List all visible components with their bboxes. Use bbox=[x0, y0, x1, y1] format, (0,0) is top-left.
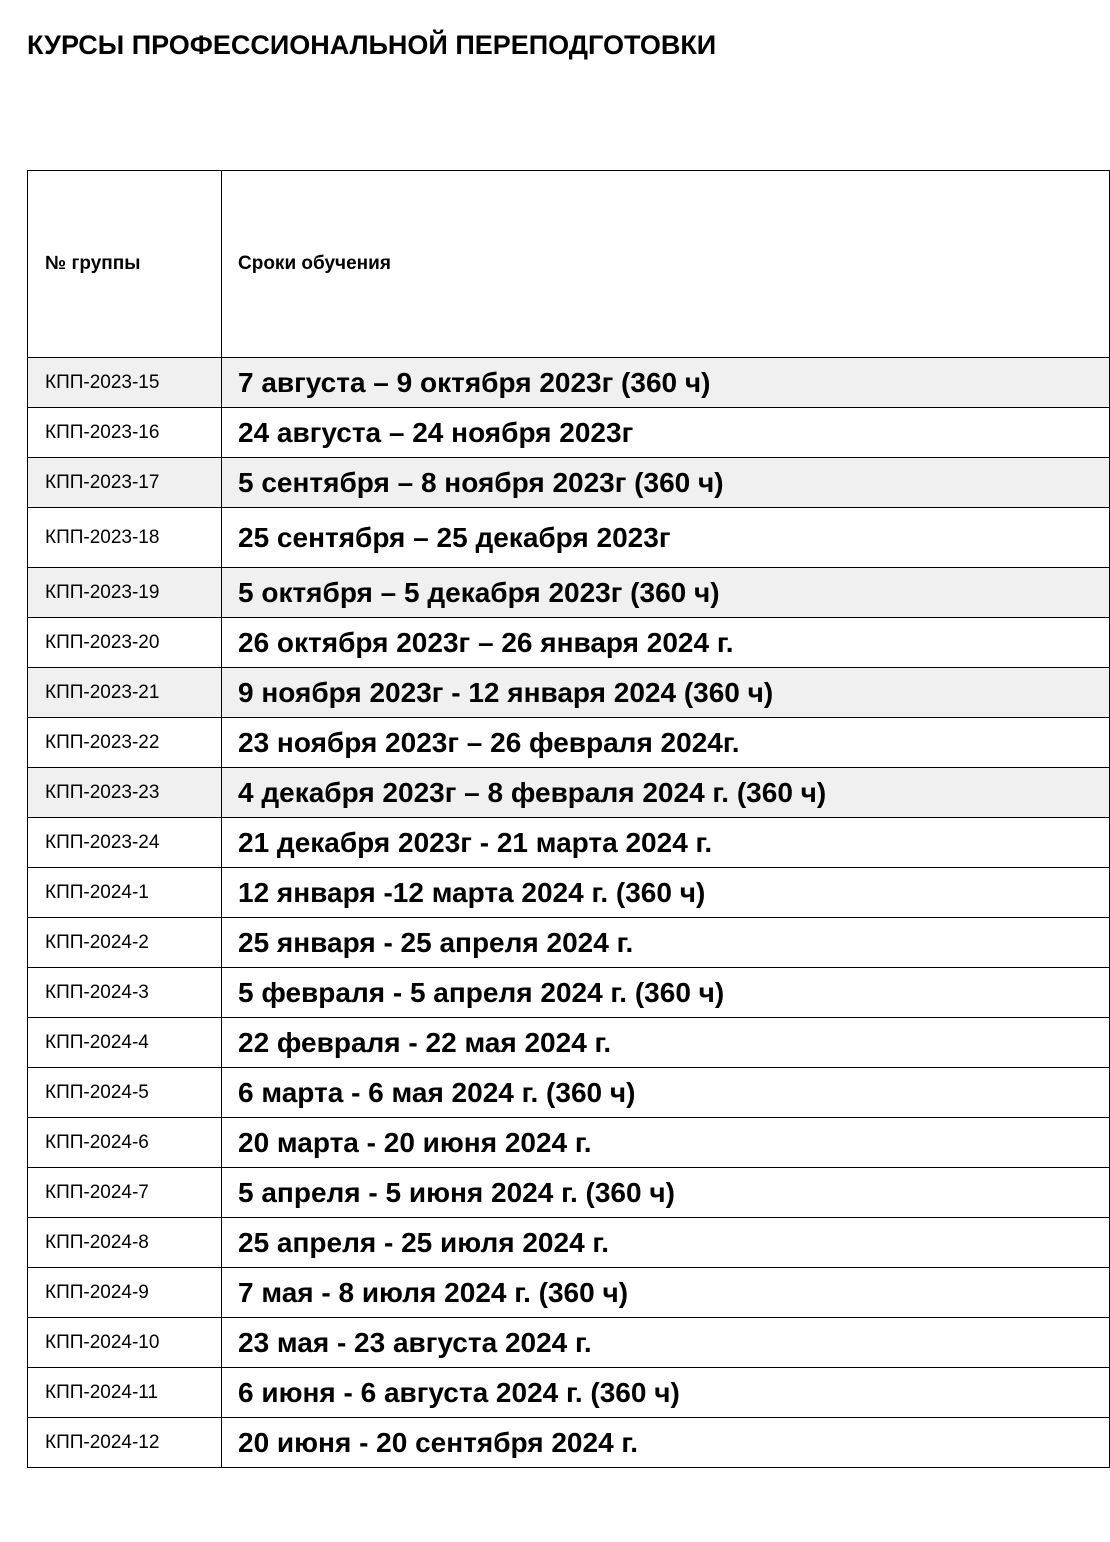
header-study-dates: Сроки обучения bbox=[222, 171, 1110, 358]
study-dates-cell: 9 ноября 2023г - 12 января 2024 (360 ч) bbox=[222, 668, 1110, 718]
group-number-cell: КПП-2023-19 bbox=[28, 568, 222, 618]
study-dates-cell: 7 мая - 8 июля 2024 г. (360 ч) bbox=[222, 1268, 1110, 1318]
study-dates-cell: 26 октября 2023г – 26 января 2024 г. bbox=[222, 618, 1110, 668]
group-number-cell: КПП-2024-9 bbox=[28, 1268, 222, 1318]
group-number-cell: КПП-2023-20 bbox=[28, 618, 222, 668]
study-dates-cell: 24 августа – 24 ноября 2023г bbox=[222, 408, 1110, 458]
study-dates-cell: 5 октября – 5 декабря 2023г (360 ч) bbox=[222, 568, 1110, 618]
table-row bbox=[28, 1418, 1110, 1468]
table-row bbox=[28, 1018, 1110, 1068]
study-dates-cell: 23 мая - 23 августа 2024 г. bbox=[222, 1318, 1110, 1368]
study-dates-cell: 5 апреля - 5 июня 2024 г. (360 ч) bbox=[222, 1168, 1110, 1218]
table-row bbox=[28, 358, 1110, 408]
table-header-row bbox=[28, 171, 1110, 358]
table-row bbox=[28, 508, 1110, 568]
group-number-cell: КПП-2024-8 bbox=[28, 1218, 222, 1268]
group-number-cell: КПП-2024-5 bbox=[28, 1068, 222, 1118]
study-dates-cell: 20 марта - 20 июня 2024 г. bbox=[222, 1118, 1110, 1168]
table-row bbox=[28, 1368, 1110, 1418]
study-dates-cell: 5 сентября – 8 ноября 2023г (360 ч) bbox=[222, 458, 1110, 508]
study-dates-cell: 6 июня - 6 августа 2024 г. (360 ч) bbox=[222, 1368, 1110, 1418]
table-row bbox=[28, 868, 1110, 918]
group-number-cell: КПП-2024-10 bbox=[28, 1318, 222, 1368]
table-row bbox=[28, 568, 1110, 618]
study-dates-cell: 20 июня - 20 сентября 2024 г. bbox=[222, 1418, 1110, 1468]
study-dates-cell: 5 февраля - 5 апреля 2024 г. (360 ч) bbox=[222, 968, 1110, 1018]
table-row bbox=[28, 668, 1110, 718]
table-row bbox=[28, 1318, 1110, 1368]
group-number-cell: КПП-2024-3 bbox=[28, 968, 222, 1018]
table-row bbox=[28, 1268, 1110, 1318]
table-row bbox=[28, 1118, 1110, 1168]
header-group-number: № группы bbox=[28, 171, 222, 358]
group-number-cell: КПП-2024-4 bbox=[28, 1018, 222, 1068]
table-row bbox=[28, 1218, 1110, 1268]
study-dates-cell: 21 декабря 2023г - 21 марта 2024 г. bbox=[222, 818, 1110, 868]
group-number-cell: КПП-2024-2 bbox=[28, 918, 222, 968]
table-row bbox=[28, 968, 1110, 1018]
group-number-cell: КПП-2023-22 bbox=[28, 718, 222, 768]
table-row bbox=[28, 818, 1110, 868]
group-number-cell: КПП-2023-21 bbox=[28, 668, 222, 718]
group-number-cell: КПП-2023-16 bbox=[28, 408, 222, 458]
table-row bbox=[28, 618, 1110, 668]
study-dates-cell: 25 января - 25 апреля 2024 г. bbox=[222, 918, 1110, 968]
study-dates-cell: 6 марта - 6 мая 2024 г. (360 ч) bbox=[222, 1068, 1110, 1118]
group-number-cell: КПП-2023-23 bbox=[28, 768, 222, 818]
study-dates-cell: 22 февраля - 22 мая 2024 г. bbox=[222, 1018, 1110, 1068]
study-dates-cell: 7 августа – 9 октября 2023г (360 ч) bbox=[222, 358, 1110, 408]
group-number-cell: КПП-2024-11 bbox=[28, 1368, 222, 1418]
table-row bbox=[28, 1168, 1110, 1218]
study-dates-cell: 4 декабря 2023г – 8 февраля 2024 г. (360 ч) bbox=[222, 768, 1110, 818]
table-row bbox=[28, 408, 1110, 458]
study-dates-cell: 25 апреля - 25 июля 2024 г. bbox=[222, 1218, 1110, 1268]
page-title: КУРСЫ ПРОФЕССИОНАЛЬНОЙ ПЕРЕПОДГОТОВКИ bbox=[27, 30, 717, 60]
group-number-cell: КПП-2023-18 bbox=[28, 508, 222, 568]
study-dates-cell: 12 января -12 марта 2024 г. (360 ч) bbox=[222, 868, 1110, 918]
group-number-cell: КПП-2024-1 bbox=[28, 868, 222, 918]
study-dates-cell: 25 сентября – 25 декабря 2023г bbox=[222, 508, 1110, 568]
study-dates-cell: 23 ноября 2023г – 26 февраля 2024г. bbox=[222, 718, 1110, 768]
group-number-cell: КПП-2023-24 bbox=[28, 818, 222, 868]
table-row bbox=[28, 458, 1110, 508]
group-number-cell: КПП-2024-6 bbox=[28, 1118, 222, 1168]
group-number-cell: КПП-2024-7 bbox=[28, 1168, 222, 1218]
group-number-cell: КПП-2023-15 bbox=[28, 358, 222, 408]
table-row bbox=[28, 1068, 1110, 1118]
group-number-cell: КПП-2024-12 bbox=[28, 1418, 222, 1468]
schedule-table bbox=[27, 170, 1110, 1468]
table-row bbox=[28, 918, 1110, 968]
table-row bbox=[28, 768, 1110, 818]
group-number-cell: КПП-2023-17 bbox=[28, 458, 222, 508]
table-row bbox=[28, 718, 1110, 768]
